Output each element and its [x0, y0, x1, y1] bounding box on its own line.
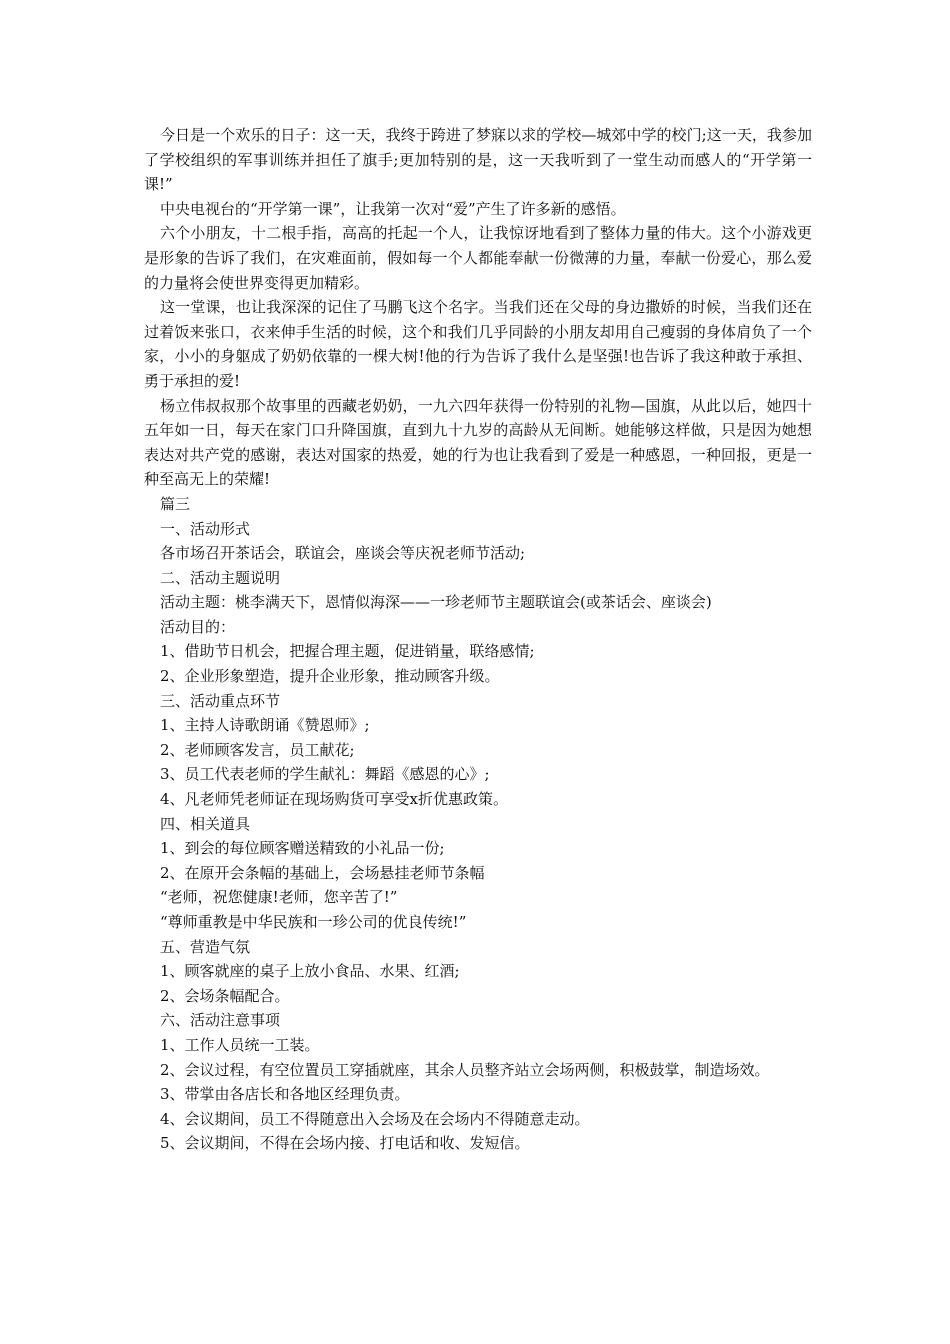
list-item-props-1: 1、到会的每位顾客赠送精致的小礼品一份;	[160, 839, 445, 858]
list-item-segment-3: 3、员工代表老师的学生献礼：舞蹈《感恩的心》;	[160, 765, 490, 784]
list-item-note-4: 4、会议期间，员工不得随意出入会场及在会场内不得随意走动。	[160, 1109, 590, 1128]
banner-slogan-1: “老师，祝您健康!老师，您辛苦了!”	[160, 888, 398, 907]
banner-slogan-2: “尊师重教是中华民族和一珍公司的优良传统!”	[160, 913, 467, 931]
heading-props: 四、相关道具	[160, 814, 251, 833]
list-item-note-3: 3、带掌由各店长和各地区经理负责。	[160, 1085, 410, 1104]
list-item-note-1: 1、工作人员统一工装。	[160, 1035, 320, 1054]
list-item-segment-2: 2、老师顾客发言，员工献花;	[160, 740, 355, 759]
list-item-props-2: 2、在原开会条幅的基础上，会场悬挂老师节条幅	[160, 863, 485, 882]
list-item-atmosphere-2: 2、会场条幅配合。	[160, 986, 290, 1005]
text-activity-form: 各市场召开茶话会，联谊会，座谈会等庆祝老师节活动;	[160, 544, 526, 563]
list-item-note-2: 2、会议过程，有空位置员工穿插就座，其余人员整齐站立会场两侧，积极鼓掌，制造场效。	[160, 1060, 770, 1079]
heading-atmosphere: 五、营造气氛	[160, 937, 251, 956]
list-item-atmosphere-1: 1、顾客就座的桌子上放小食品、水果、红酒;	[160, 962, 460, 981]
paragraph-opening-day: 今日是一个欢乐的日子：这一天，我终于跨进了梦寐以求的学校—城郊中学的校门;这一天，我参加了学校组织的军事训练并担任了旗手;更加特别的是，这一天我听到了一堂生动而感人的“开学第一课!”	[144, 126, 812, 194]
list-item-segment-1: 1、主持人诗歌朗诵《赞恩师》;	[160, 716, 370, 735]
list-item-note-5: 5、会议期间，不得在会场内接、打电话和收、发短信。	[160, 1134, 530, 1153]
paragraph-six-children: 六个小朋友，十二根手指，高高的托起一个人，让我惊讶地看到了整体力量的伟大。这个小游戏更是形象的告诉了我们，在灾难面前，假如每一个人都能奉献一份微薄的力量，奉献一份爱心，那么爱的力量将会使世界变得更加精彩。	[144, 224, 812, 292]
label-activity-purpose: 活动目的：	[160, 617, 236, 636]
heading-notes: 六、活动注意事项	[160, 1011, 281, 1030]
list-item-purpose-1: 1、借助节日机会，把握合理主题，促进销量，联络感情;	[160, 642, 535, 661]
paragraph-cctv-lesson: 中央电视台的“开学第一课”，让我第一次对“爱”产生了许多新的感悟。	[160, 199, 626, 218]
list-item-purpose-2: 2、企业形象塑造，提升企业形象，推动顾客升级。	[160, 667, 500, 686]
paragraph-ma-pengfei: 这一堂课，也让我深深的记住了马鹏飞这个名字。当我们还在父母的身边撒娇的时候，当我们还在过着饭来张口，衣来伸手生活的时候，这个和我们几乎同龄的小朋友却用自己瘦弱的身体肩负了一个家，小小的身躯成了奶奶依靠的一棵大树!他的行为告诉了我什么是坚强!也告诉了我这种敢于承担、勇于承担的爱!	[144, 298, 812, 390]
heading-key-segments: 三、活动重点环节	[160, 691, 281, 710]
document-body	[144, 123, 812, 1156]
section-heading-part-three: 篇三	[160, 494, 191, 513]
text-activity-theme: 活动主题：桃李满天下，恩情似海深——一珍老师节主题联谊会(或茶话会、座谈会)	[160, 593, 712, 612]
list-item-segment-4: 4、凡老师凭老师证在现场购货可享受x折优惠政策。	[160, 790, 509, 809]
heading-theme-description: 二、活动主题说明	[160, 568, 281, 587]
paragraph-tibetan-grandma: 杨立伟叔叔那个故事里的西藏老奶奶，一九六四年获得一份特别的礼物—国旗，从此以后，她四十五年如一日，每天在家门口升降国旗，直到九十九岁的高龄从无间断。她能够这样做，只是因为她想表达对共产党的感谢，表达对国家的热爱，她的行为也让我看到了爱是一种感恩，一种回报，更是一种至高无上的荣耀!	[144, 396, 812, 489]
heading-activity-form: 一、活动形式	[160, 519, 251, 538]
